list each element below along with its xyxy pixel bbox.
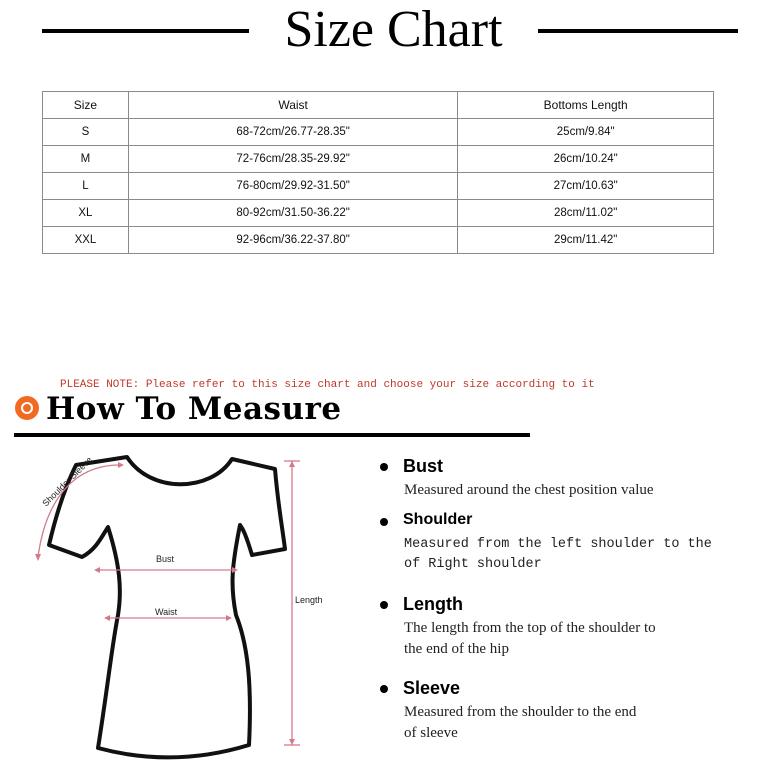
measure-description-line-2: the end of the hip	[404, 641, 509, 657]
table-row	[43, 146, 714, 173]
size-cell: M	[43, 146, 129, 173]
column-header-bottoms-length: Bottoms Length	[458, 92, 714, 119]
size-chart-header	[0, 0, 768, 64]
table-row	[43, 119, 714, 146]
measure-description-line-1: Measured from the shoulder to the end	[404, 704, 637, 720]
measure-description: Measured around the chest position value	[404, 482, 654, 498]
bullet-icon	[380, 685, 388, 693]
measure-title: Sleeve	[403, 678, 461, 698]
length-cell: 27cm/10.63"	[458, 173, 714, 200]
column-header-size: Size	[43, 92, 129, 119]
length-cell: 26cm/10.24"	[458, 146, 714, 173]
how-to-measure-rule	[14, 433, 530, 437]
tshirt-measure-diagram	[0, 445, 370, 768]
size-cell: L	[43, 173, 129, 200]
measure-title: Bust	[403, 456, 443, 476]
waist-cell: 68-72cm/26.77-28.35"	[128, 119, 457, 146]
how-to-measure-header	[14, 393, 534, 439]
size-cell: XL	[43, 200, 129, 227]
size-table	[42, 91, 714, 254]
title-rule-left	[42, 29, 249, 33]
length-cell: 29cm/11.42"	[458, 227, 714, 254]
waist-cell: 76-80cm/29.92-31.50"	[128, 173, 457, 200]
shoulder-sleeve-label: Shoulder Sleeve	[40, 454, 95, 509]
measure-description-line-2: of sleeve	[404, 725, 458, 741]
table-header-row	[43, 92, 714, 119]
size-cell: S	[43, 119, 129, 146]
how-to-measure-title: How To Measure	[46, 391, 342, 427]
measure-description-line-1: The length from the top of the shoulder to	[404, 620, 656, 636]
size-cell: XXL	[43, 227, 129, 254]
tshirt-collar	[127, 457, 232, 484]
title-rule-right	[538, 29, 738, 33]
table-row	[43, 173, 714, 200]
page-title: Size Chart	[284, 1, 503, 58]
bullet-icon	[380, 601, 388, 609]
waist-label: Waist	[155, 607, 178, 617]
measure-title: Shoulder	[403, 511, 473, 528]
length-cell: 25cm/9.84"	[458, 119, 714, 146]
measure-description-line-2: of Right shoulder	[404, 557, 542, 572]
bullet-icon	[380, 518, 388, 526]
length-label: Length	[295, 595, 323, 605]
waist-cell: 92-96cm/36.22-37.80"	[128, 227, 457, 254]
measure-title: Length	[403, 594, 463, 614]
circle-bullet-icon	[15, 396, 39, 420]
bullet-icon	[380, 463, 388, 471]
table-row	[43, 227, 714, 254]
size-note: PLEASE NOTE: Please refer to this size chart and choose your size according to it	[60, 379, 595, 391]
bust-label: Bust	[156, 554, 175, 564]
length-cell: 28cm/11.02"	[458, 200, 714, 227]
column-header-waist: Waist	[128, 92, 457, 119]
measure-description-line-1: Measured from the left shoulder to the	[404, 537, 712, 552]
table-row	[43, 200, 714, 227]
waist-cell: 72-76cm/28.35-29.92"	[128, 146, 457, 173]
waist-cell: 80-92cm/31.50-36.22"	[128, 200, 457, 227]
